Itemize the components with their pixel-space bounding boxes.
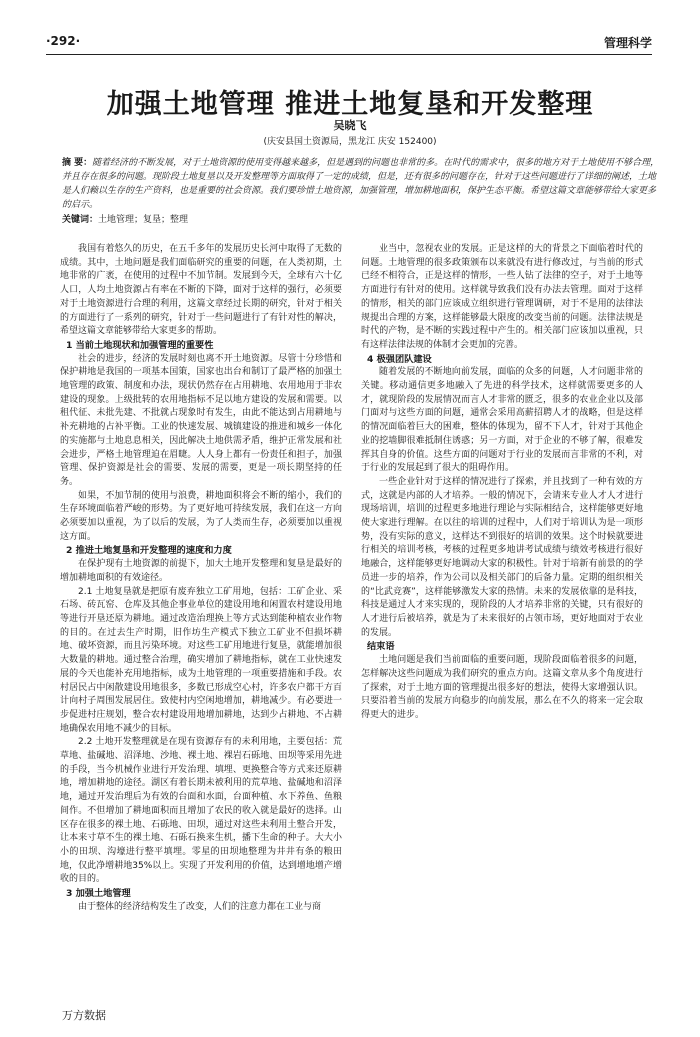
body-paragraph: 在保护现有土地资源的前提下，加大土地开发整理和复垦是最好的增加耕地面积的有效途径。 xyxy=(60,559,342,583)
abstract-text: 随着经济的不断发展，对于土地资源的使用变得越来越多，但是遇到的问题也非常的多。在时代的需求中，很多的地方对于土地使用不够合理，并且存在很多的问题。现阶段土地复垦以及开发整理等方面取得了一定的成绩，但是，还有很多的问题存在，针对于这些问题进行了详细的阐述，土地是人们赖以生存的生产资料，也是重要的社会资源。我们要珍惜土地资源，加强管理，增加耕地面积，保护生态平衡。希望这篇文章能够带给大家更多的启示。 xyxy=(62,158,660,210)
keywords-label: 关键词： xyxy=(62,215,99,225)
abstract xyxy=(62,156,662,212)
body-paragraph: 2.1 土地复垦就是把原有废弃独立工矿用地，包括：工矿企业、采石场、砖瓦窑、仓库及其他企事业单位的建设用地和闲置农村建设用地等进行开垦还原为耕地。通过改造治理换上等方式达到能种植农业作物的目的。在过去生产时期，旧作坊生产模式下独立工矿业不但损坏耕地、破坏资源，而且污染环境。对这些工矿用地进行复垦，就能增加很大数量的耕地。通过整合治理，确实增加了耕地指标，就在工业快速发展的今天也能补充用地指标，成为土地管理的一项重要措施和手段。农村居民占中闲散建设用地很多，多数已形成空心村，许多农户都干方百计向村子周围发展居住。致使村内空闲地增加，耕地减少。有必要进一步促进村庄规划，整合农村建设用地增加耕地，达到少占耕地、不占耕地确保农用地不减少的目标。 xyxy=(60,586,342,734)
journal-name: 管理科学 xyxy=(603,36,652,50)
section-heading: 2 推进土地复垦和开发整理的速度和力度 xyxy=(66,545,232,557)
section-heading: 1 当前土地现状和加强管理的重要性 xyxy=(66,339,214,351)
body-paragraph: 社会的进步，经济的发展时刻也离不开土地资源。尽管十分珍惜和保护耕地是我国的一项基本国策，国家也出台和制订了最严格的加强土地管理的政策、制度和办法，现状仍然存在占用耕地、农用地用于非农建设的现象。上级批转的农用地指标不足以地方建设的发展和需要。以租代征、未批先建、不批就占现象时有发生，由此不能达到占用耕地与补充耕地的占补平衡。工业的快速发展、城镇建设的推进和城乡一体化的实施都与土地息息相关，因此解决土地供需矛盾，维护正常发展和社会进步，严格土地管理迫在眉睫。人人身上都有一份责任和担子，加强管理、保护资源是社会的需要、发展的需要，更是一项长期坚持的任务。 xyxy=(60,353,342,487)
body-paragraph: 我国有着悠久的历史，在五千多年的发展历史长河中取得了无数的成绩。其中，土地问题是我们面临研究的重要的问题，在人类初期，土地非常的广袤，在使用的过程中不加节制。发展到今天，全球有六十亿人口，人均土地资源占有率在不断的下降，面对于这样的强行，必须要对于土地资源进行合理的利用，这篇文章经过长期的研究，针对于相关的方面进行了一系列的研究，针对于一些问题进行了有针对性的解决，希望这篇文章能够带给大家更多的帮助。 xyxy=(60,244,342,337)
body-paragraph: 业当中，忽视农业的发展。正是这样的大的背景之下面临着时代的问题。土地管理的很多政策颁布以来就没有进行修改过，与当前的形式已经不相符合，正是这样的情形，一些人钻了法律的空子，对于土地等方面进行有针对的使用。这样就导致我们没有办法去管理。面对于这样的情形，相关的部门应该成立组织进行管理调研，对于不是用的法律法规提出合理的方案，这样能够最大限度的改变当前的问题。法律法规是时代的产物，是不断的实践过程中产生的。相关部门应该加以重视，只有这样法律法规的体制才会更加的完善。 xyxy=(361,244,643,350)
author-affiliation: (庆安县国土资源局，黑龙江 庆安 152400) xyxy=(263,137,437,147)
body-column-right xyxy=(361,243,643,723)
article-title: 加强土地管理 推进土地复垦和开发整理 xyxy=(106,89,594,120)
section-heading: 结束语 xyxy=(367,641,395,653)
keywords xyxy=(62,213,662,227)
header-rule xyxy=(46,54,652,55)
body-paragraph: 一些企业针对于这样的情况进行了探索，并且找到了一种有效的方式，这就是内部的人才培养。一般的情况下，会请来专业人才人才进行现场培训，培训的过程更多地进行理论与实际相结合，这样能够更好地使大家进行理解。在以往的培训的过程中，人们对于培训认为是一项形势，没有实际的意义，这样达不到很好的培训的效果。这个时候就要进行相关的培训考核，考核的过程更多地讲考试成绩与绩效考核进行很好地融合，这样能够更好地调动大家的积极性。针对于培新有前景的的学员进一步的培养，作为公司以及相关部门的后备力量。定期的组织相关的“比武竞赛”，这样能够激发大家的热情。未来的发展依靠的是科技，科技是通过人才来实现的，现阶段的人才培养非常的关键，只有很好的人才进行后被培养，就是为了未来很好的占领市场，更好地面对于农业的发展。 xyxy=(361,476,643,638)
footer-source: 万方数据 xyxy=(62,1009,106,1022)
section-heading: 4 极强团队建设 xyxy=(367,353,432,365)
body-paragraph: 如果，不加节制的使用与浪费，耕地面积将会不断的缩小，我们的生存环境面临着严峻的形势。为了更好地可持续发展，我们在这一方向必须要加以重视，为了以后的发展，为了人类而生存，必须要加以重视这方面。 xyxy=(60,490,342,542)
body-paragraph: 土地问题是我们当前面临的重要问题，现阶段面临着很多的问题，怎样解决这些问题成为我们研究的重点方向。这篇文章从多个角度进行了探索，对于土地方面的管理提出很多好的想法，使得大家增强认识。只要沿着当前的发展方向稳步的向前发展，那么在不久的将来一定会取得更大的进步。 xyxy=(361,655,643,720)
section-heading: 3 加强土地管理 xyxy=(66,888,131,900)
abstract-label: 摘 要： xyxy=(62,158,93,168)
keywords-text: 土地管理；复垦；整理 xyxy=(98,215,189,225)
body-paragraph: 随着发展的不断地向前发展，面临的众多的问题，人才问题非常的关键。移动通信更多地融入了先进的科学技术，这样就需要更多的人才，就现阶段的发展情况而言人才非常的匮乏，很多的农业企业以及部门面对与这些方面的问题，通常会采用高薪招聘人才的战略，但是这样的情况面临着巨大的困难，整体的体现为，留不下人才，针对于其他企业的挖墙脚很难抵制住诱惑；另一方面，对于企业的不够了解，很难发挥其自身的价值。这些方面的问题对于行业的发展而言非常的不利，对于行业的发展起到了很大的阻碍作用。 xyxy=(361,367,643,474)
author-name: 吴晓飞 xyxy=(333,119,367,132)
body-paragraph: 由于整体的经济结构发生了改变，人们的注意力都在工业与商 xyxy=(78,901,322,912)
page-number: ·292· xyxy=(46,34,81,48)
body-column-left xyxy=(60,243,342,914)
page-header xyxy=(46,34,652,50)
body-paragraph: 2.2 土地开发整理就是在现有资源存有的未利用地，主要包括：荒草地、盐碱地、沼泽地、沙地、裸土地、裸岩石砾地、田坝等采用先进的手段，当今机械作业进行开发治理、填埋、更换整合等方式来还原耕地，增加耕地的途径。湖区有着长期未被利用的荒草地、盐碱地和沼泽地，通过开发治理后为有效的台面和水面，台面种植、水下养鱼、鱼粮间作。不但增加了耕地面积而且增加了农民的收入就是最好的选择。山区存在很多的裸土地、石砾地、田坝，通过对这些未利用土整合开发，让本来寸草不生的裸土地、石砾石换来生机，播下生命的种子。大大小小的田坝、沟壕进行整平填埋。零星的田坝地整理为井井有条的粮田地，仅此净增耕地35%以上。实现了开发利用的价值，达到增地增产增收的目的。 xyxy=(60,737,342,885)
